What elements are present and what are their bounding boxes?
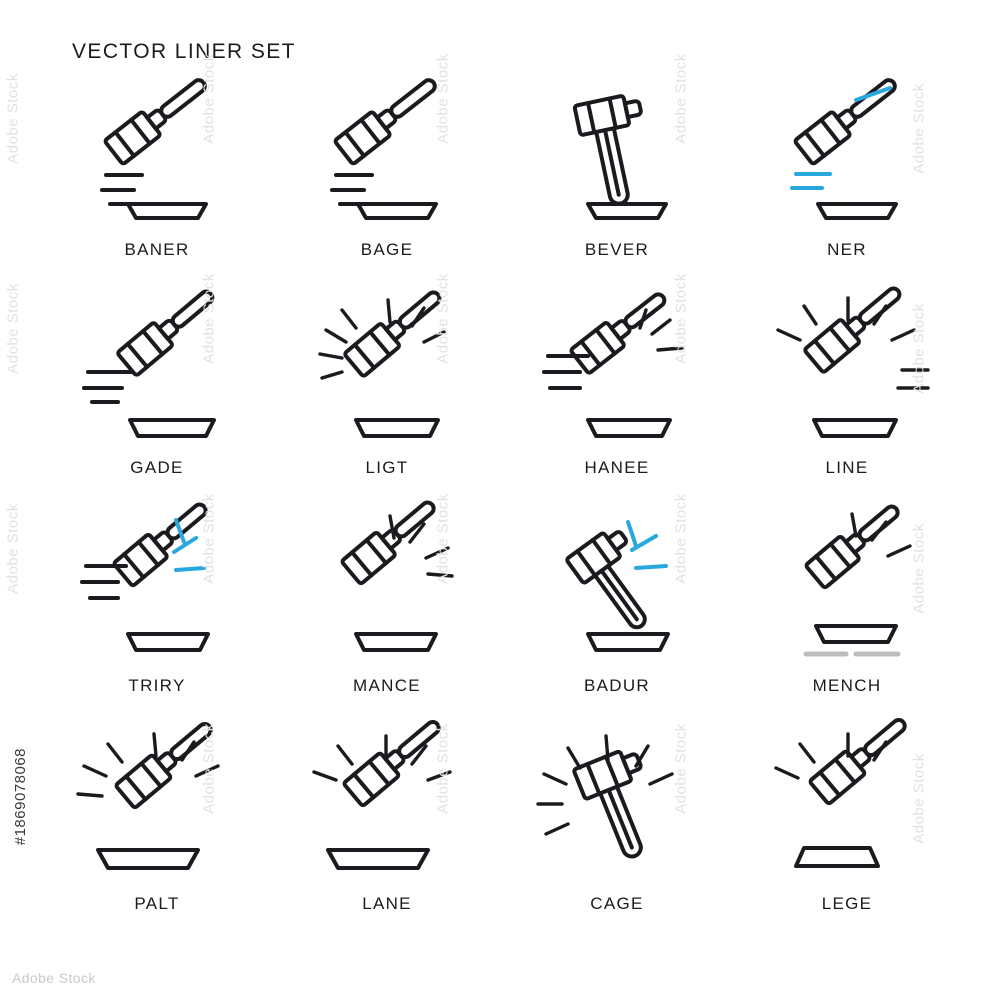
page-title: VECTOR LINER SET: [72, 40, 296, 63]
gavel-icon: [752, 78, 942, 238]
icon-label: MANCE: [353, 676, 421, 695]
icon-cell[interactable]: [272, 732, 502, 950]
icon-cell[interactable]: [502, 78, 732, 296]
icon-cell[interactable]: [732, 732, 962, 950]
icon-cell[interactable]: [502, 296, 732, 514]
icon-cell[interactable]: [272, 514, 502, 732]
icon-cell[interactable]: [42, 296, 272, 514]
gavel-icon: [522, 514, 712, 674]
icon-label: LEGE: [821, 894, 873, 913]
icon-label: BEVER: [584, 240, 650, 259]
icon-cell[interactable]: [732, 78, 962, 296]
icon-cell[interactable]: [272, 78, 502, 296]
watermark-column: Adobe Stock Adobe Stock Adobe Stock Adobe Stock: [910, 83, 928, 844]
icon-cell[interactable]: [502, 732, 732, 950]
gavel-icon: [522, 296, 712, 456]
icon-label: LANE: [362, 894, 412, 913]
watermark-id: #1869078068: [12, 748, 29, 846]
impact-rays: [778, 298, 928, 388]
icon-cell[interactable]: [42, 514, 272, 732]
gavel-icon: [62, 514, 252, 674]
gavel-icon: [752, 732, 942, 892]
icon-label: GADE: [130, 458, 184, 477]
gavel-icon: [292, 732, 482, 892]
icon-cell[interactable]: [502, 514, 732, 732]
gavel-icon: [292, 514, 482, 674]
gavel-icon: [752, 296, 942, 456]
watermark-footer: Adobe Stock: [12, 970, 96, 986]
icon-cell[interactable]: [272, 296, 502, 514]
icon-cell[interactable]: [732, 514, 962, 732]
icon-cell[interactable]: [42, 732, 272, 950]
icon-label: NER: [827, 240, 867, 259]
icon-grid: [42, 78, 962, 950]
icon-label: CAGE: [590, 894, 644, 913]
watermark-column: Adobe Stock Adobe Stock Adobe Stock: [4, 73, 22, 594]
icon-label: BADUR: [583, 676, 650, 695]
gavel-icon: [62, 732, 252, 892]
impact-rays: [538, 736, 672, 834]
gavel-icon: [522, 732, 712, 892]
icon-label: LINE: [825, 458, 869, 477]
watermark-column: Adobe Stock Adobe Stock Adobe Stock Adobe Stock: [672, 53, 690, 814]
gavel-icon: [292, 296, 482, 456]
gavel-icon: [62, 296, 252, 456]
accent-rays: [628, 522, 666, 568]
gavel-icon: [522, 78, 712, 238]
icon-cell[interactable]: [732, 296, 962, 514]
watermark-column: Adobe Stock Adobe Stock Adobe Stock Adobe Stock: [200, 53, 218, 814]
icon-label: MENCH: [812, 676, 882, 695]
icon-cell[interactable]: [42, 78, 272, 296]
icon-label: PALT: [134, 894, 180, 913]
icon-label: HANEE: [584, 458, 650, 477]
watermark-column: Adobe Stock Adobe Stock Adobe Stock Adobe Stock: [434, 53, 452, 814]
icon-label: LIGT: [365, 458, 409, 477]
gavel-icon: [62, 78, 252, 238]
gavel-icon: [752, 514, 942, 674]
icon-label: BANER: [124, 240, 190, 259]
icon-label: BAGE: [360, 240, 414, 259]
gavel-icon: [292, 78, 482, 238]
icon-label: TRIRY: [128, 676, 186, 695]
